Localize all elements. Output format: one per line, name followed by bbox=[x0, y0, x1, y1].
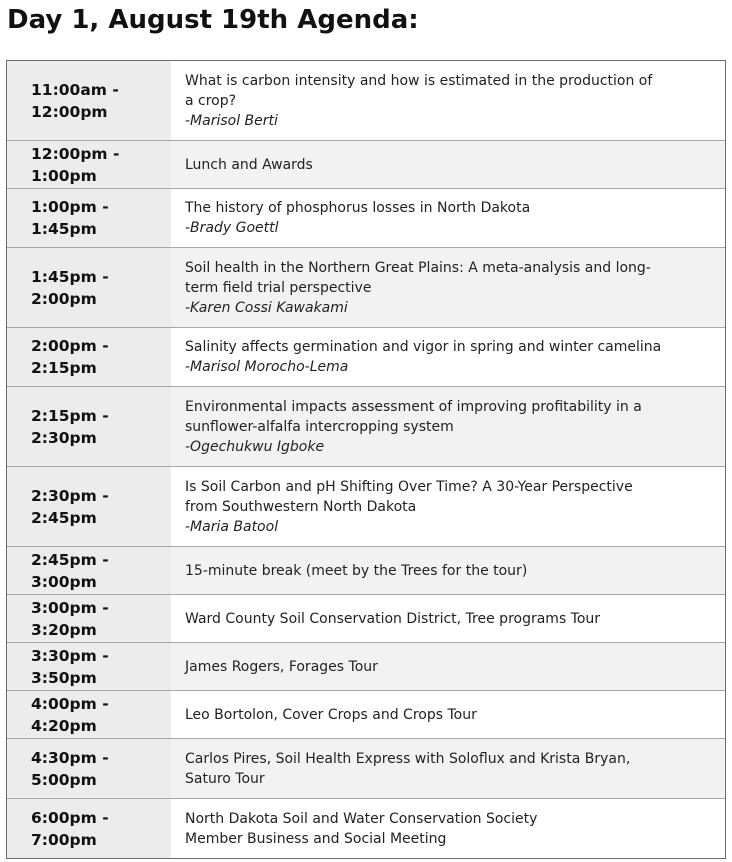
time-end: 2:30pm bbox=[31, 428, 97, 447]
description-cell bbox=[171, 387, 725, 466]
speaker-name: -Maria Batool bbox=[185, 518, 279, 535]
time-start: 2:30pm - bbox=[31, 486, 109, 505]
session-title: The history of phosphorus losses in North Dakota bbox=[185, 200, 531, 216]
time-start: 2:15pm - bbox=[31, 406, 109, 425]
time-end: 3:20pm bbox=[31, 620, 97, 639]
agenda-row bbox=[7, 61, 725, 140]
agenda-row bbox=[7, 188, 725, 247]
time-start: 2:45pm - bbox=[31, 550, 109, 569]
time-end: 1:45pm bbox=[31, 220, 97, 238]
time-end: 2:45pm bbox=[31, 508, 97, 527]
session-title: Lunch and Awards bbox=[185, 156, 313, 173]
description-cell bbox=[171, 595, 725, 642]
time-cell bbox=[7, 547, 171, 594]
time-cell bbox=[7, 61, 171, 140]
speaker-name: -Ogechukwu Igboke bbox=[185, 438, 325, 455]
time-start: 6:00pm - bbox=[31, 808, 109, 827]
agenda-row bbox=[7, 798, 725, 858]
description-cell bbox=[171, 691, 725, 738]
speaker-name: -Brady Goettl bbox=[185, 220, 279, 236]
time-start: 1:45pm - bbox=[31, 267, 109, 286]
agenda-row bbox=[7, 642, 725, 690]
time-start: 4:30pm - bbox=[31, 748, 109, 767]
description-cell bbox=[171, 739, 725, 798]
description-cell bbox=[171, 141, 725, 188]
time-cell bbox=[7, 328, 171, 386]
time-cell bbox=[7, 643, 171, 690]
description-cell bbox=[171, 467, 725, 546]
agenda-row bbox=[7, 327, 725, 386]
description-cell bbox=[171, 189, 725, 247]
time-start: 12:00pm - bbox=[31, 144, 120, 163]
agenda-row bbox=[7, 690, 725, 738]
time-start: 2:00pm - bbox=[31, 337, 109, 355]
time-cell bbox=[7, 691, 171, 738]
description-cell bbox=[171, 328, 725, 386]
time-end: 1:00pm bbox=[31, 166, 97, 185]
time-start: 4:00pm - bbox=[31, 694, 109, 713]
description-cell bbox=[171, 547, 725, 594]
time-start: 3:00pm - bbox=[31, 598, 109, 617]
session-title: Soil health in the Northern Great Plains: A meta-analysis and long- term field trial perspective bbox=[185, 259, 651, 296]
agenda-row bbox=[7, 247, 725, 327]
session-title: 15-minute break (meet by the Trees for the tour) bbox=[185, 562, 528, 579]
time-cell bbox=[7, 595, 171, 642]
time-cell bbox=[7, 739, 171, 798]
session-title: James Rogers, Forages Tour bbox=[185, 658, 378, 675]
description-cell bbox=[171, 61, 725, 140]
time-end: 4:20pm bbox=[31, 716, 97, 735]
time-end: 7:00pm bbox=[31, 830, 97, 849]
page-title: Day 1, August 19th Agenda: bbox=[7, 5, 419, 35]
agenda-row bbox=[7, 738, 725, 798]
agenda-row bbox=[7, 546, 725, 594]
agenda-row bbox=[7, 386, 725, 466]
time-cell bbox=[7, 189, 171, 247]
speaker-name: -Karen Cossi Kawakami bbox=[185, 299, 348, 316]
session-title: Carlos Pires, Soil Health Express with Soloflux and Krista Bryan, Saturo Tour bbox=[185, 750, 631, 787]
time-cell bbox=[7, 467, 171, 546]
session-title: Is Soil Carbon and pH Shifting Over Time? A 30-Year Perspective from Southwestern North Dakota bbox=[185, 478, 633, 515]
time-cell bbox=[7, 248, 171, 327]
session-title: What is carbon intensity and how is estimated in the production of a crop? bbox=[185, 72, 653, 109]
session-title: Environmental impacts assessment of improving profitability in a sunflower-alfalfa intercropping system bbox=[185, 398, 642, 435]
time-end: 3:50pm bbox=[31, 668, 97, 687]
session-title: Salinity affects germination and vigor in spring and winter camelina bbox=[185, 339, 662, 355]
agenda-row bbox=[7, 466, 725, 546]
description-cell bbox=[171, 799, 725, 858]
time-end: 2:15pm bbox=[31, 359, 97, 377]
agenda-row bbox=[7, 594, 725, 642]
time-cell bbox=[7, 141, 171, 188]
time-end: 5:00pm bbox=[31, 770, 97, 789]
speaker-name: -Marisol Berti bbox=[185, 112, 278, 129]
time-end: 3:00pm bbox=[31, 572, 97, 591]
time-start: 3:30pm - bbox=[31, 646, 109, 665]
agenda-row bbox=[7, 140, 725, 188]
speaker-name: -Marisol Morocho-Lema bbox=[185, 359, 349, 375]
time-start: 11:00am - bbox=[31, 80, 119, 99]
time-end: 12:00pm bbox=[31, 102, 108, 121]
time-start: 1:00pm - bbox=[31, 198, 109, 216]
session-title: North Dakota Soil and Water Conservation Society Member Business and Social Meeting bbox=[185, 810, 538, 847]
time-cell bbox=[7, 387, 171, 466]
description-cell bbox=[171, 248, 725, 327]
description-cell bbox=[171, 643, 725, 690]
time-cell bbox=[7, 799, 171, 858]
time-end: 2:00pm bbox=[31, 289, 97, 308]
agenda-table bbox=[6, 60, 726, 859]
session-title: Leo Bortolon, Cover Crops and Crops Tour bbox=[185, 706, 477, 723]
session-title: Ward County Soil Conservation District, Tree programs Tour bbox=[185, 610, 601, 627]
